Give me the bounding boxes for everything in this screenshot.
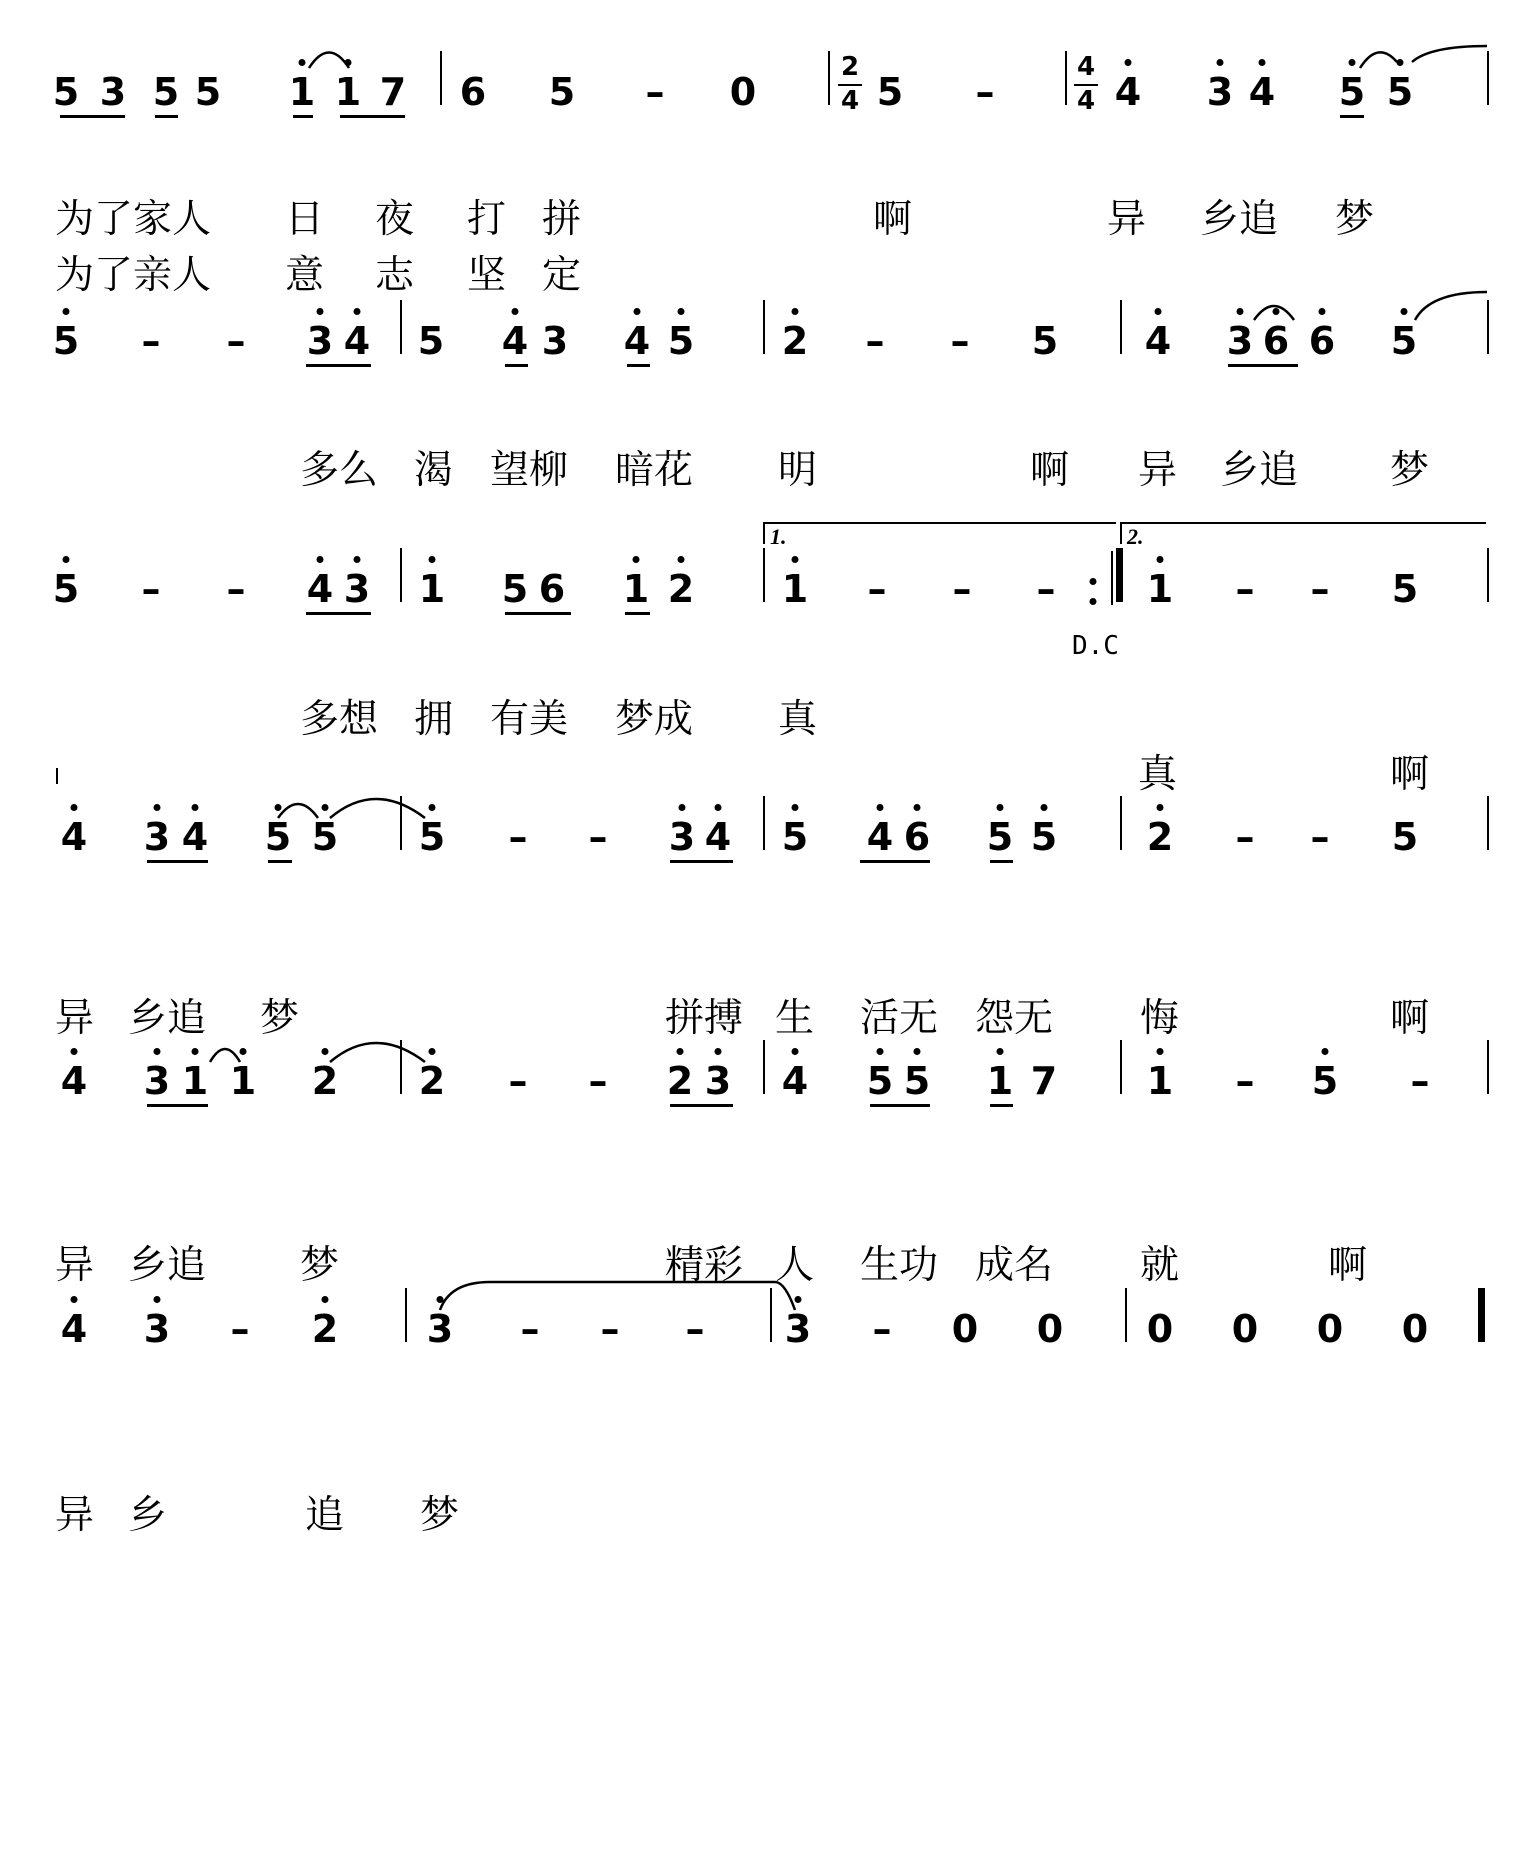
lyric-text: 望柳: [490, 448, 569, 493]
slur: [1412, 46, 1487, 62]
barline: [763, 1040, 765, 1094]
high-octave-dot: [154, 1048, 161, 1055]
high-octave-dot: [322, 1296, 329, 1303]
time-signature-bottom: 4: [1076, 86, 1096, 116]
jianpu-note: –: [141, 319, 161, 363]
jianpu-note: 2: [781, 319, 809, 363]
jianpu-note: 1: [781, 567, 809, 611]
barline: [400, 300, 402, 354]
jianpu-note: 5: [1386, 70, 1414, 114]
jianpu-note: 6: [1308, 319, 1336, 363]
lyric-text: 生: [775, 996, 815, 1041]
jianpu-note: –: [685, 1307, 705, 1351]
high-octave-dot: [345, 59, 352, 66]
jianpu-note: 5: [866, 1059, 894, 1103]
jianpu-note: –: [1310, 815, 1330, 859]
jianpu-note: 0: [1401, 1307, 1429, 1351]
jianpu-note: 0: [1146, 1307, 1174, 1351]
high-octave-dot: [1217, 59, 1224, 66]
jianpu-note: 3: [306, 319, 334, 363]
jianpu-note: 4: [623, 319, 651, 363]
lyric-text: 打: [467, 197, 507, 242]
jianpu-note: –: [867, 567, 887, 611]
barline: [1487, 300, 1489, 354]
high-octave-dot: [1273, 308, 1280, 315]
lyric-text-verse2: 志: [375, 253, 415, 298]
volta-1-line: [763, 522, 1116, 524]
jianpu-note: –: [1310, 567, 1330, 611]
jianpu-note: 3: [426, 1307, 454, 1351]
lyric-text-verse2: 定: [542, 253, 582, 298]
high-octave-dot: [1157, 556, 1164, 563]
barline: [1487, 548, 1489, 602]
volta-1-label: 1.: [770, 524, 787, 549]
jianpu-note: 3: [99, 70, 127, 114]
lyric-text: 梦: [260, 996, 300, 1041]
lyric-text: 梦: [1390, 448, 1430, 493]
high-octave-dot: [1237, 308, 1244, 315]
jianpu-note: 1: [1146, 567, 1174, 611]
barline: [1065, 51, 1067, 105]
slur: [1360, 52, 1397, 68]
jianpu-note: 5: [1030, 815, 1058, 859]
lyric-text-verse2: 啊: [1390, 752, 1430, 797]
lyric-text: 成名: [975, 1243, 1054, 1288]
high-octave-dot: [429, 556, 436, 563]
high-octave-dot: [154, 1296, 161, 1303]
duration-underline: [990, 860, 1013, 863]
jianpu-note: 1: [1146, 1059, 1174, 1103]
jianpu-note: 4: [181, 815, 209, 859]
lyric-text: 异: [1107, 197, 1147, 242]
jianpu-note: –: [1036, 567, 1056, 611]
high-octave-dot: [792, 308, 799, 315]
tick-mark: [56, 768, 58, 784]
jianpu-note: 4: [60, 815, 88, 859]
duration-underline: [670, 1104, 733, 1107]
repeat-barline-thin: [1111, 551, 1113, 605]
volta-2-hook: [1120, 522, 1122, 544]
barline: [763, 548, 765, 602]
slur: [330, 799, 425, 818]
high-octave-dot: [877, 1048, 884, 1055]
jianpu-note: 4: [1114, 70, 1142, 114]
jianpu-note: –: [141, 567, 161, 611]
lyric-text: 多想: [300, 697, 379, 742]
lyric-text: 夜: [375, 197, 415, 242]
jianpu-note: –: [952, 567, 972, 611]
jianpu-note: 1: [181, 1059, 209, 1103]
jianpu-note: –: [508, 1059, 528, 1103]
duration-underline: [155, 115, 178, 118]
high-octave-dot: [715, 804, 722, 811]
jianpu-note: 1: [229, 1059, 257, 1103]
jianpu-note: 4: [60, 1059, 88, 1103]
duration-underline: [870, 1104, 930, 1107]
jianpu-note: 6: [903, 815, 931, 859]
lyric-text: 怨无: [975, 996, 1054, 1041]
barline: [400, 548, 402, 602]
lyric-text-verse2: 坚: [467, 253, 507, 298]
jianpu-note: 4: [306, 567, 334, 611]
jianpu-note: 5: [311, 815, 339, 859]
duration-underline: [670, 860, 733, 863]
high-octave-dot: [914, 1048, 921, 1055]
high-octave-dot: [677, 1048, 684, 1055]
lyric-text: 异: [55, 1243, 95, 1288]
high-octave-dot: [1155, 308, 1162, 315]
lyric-text: 梦成: [615, 697, 694, 742]
jianpu-note: –: [975, 70, 995, 114]
jianpu-note: 0: [1316, 1307, 1344, 1351]
high-octave-dot: [1157, 804, 1164, 811]
volta-2-label: 2.: [1127, 524, 1144, 549]
jianpu-note: –: [600, 1307, 620, 1351]
jianpu-note: –: [508, 815, 528, 859]
slur: [1415, 292, 1487, 320]
duration-underline: [505, 364, 528, 367]
high-octave-dot: [633, 556, 640, 563]
lyric-text: 真: [778, 697, 818, 742]
jianpu-note: 2: [311, 1059, 339, 1103]
lyric-text: 日: [285, 197, 325, 242]
lyric-text: 精彩: [665, 1243, 744, 1288]
jianpu-note: 4: [781, 1059, 809, 1103]
lyric-text: 拥: [414, 697, 454, 742]
jianpu-note: 5: [194, 70, 222, 114]
duration-underline: [990, 1104, 1013, 1107]
jianpu-note: –: [520, 1307, 540, 1351]
jianpu-note: –: [1235, 1059, 1255, 1103]
jianpu-note: 3: [143, 1059, 171, 1103]
jianpu-note: 5: [52, 70, 80, 114]
lyric-text: 活无: [860, 996, 939, 1041]
high-octave-dot: [1401, 308, 1408, 315]
high-octave-dot: [678, 308, 685, 315]
jianpu-note: –: [872, 1307, 892, 1351]
jianpu-note: –: [645, 70, 665, 114]
high-octave-dot: [354, 556, 361, 563]
high-octave-dot: [792, 556, 799, 563]
jianpu-note: 5: [1391, 815, 1419, 859]
high-octave-dot: [154, 804, 161, 811]
lyric-text: 梦: [420, 1493, 460, 1538]
duration-underline: [60, 115, 125, 118]
high-octave-dot: [71, 804, 78, 811]
high-octave-dot: [997, 804, 1004, 811]
lyric-text: 暗花: [615, 448, 694, 493]
jianpu-note: –: [588, 1059, 608, 1103]
jianpu-note: 5: [52, 319, 80, 363]
jianpu-note: 3: [143, 815, 171, 859]
high-octave-dot: [71, 1296, 78, 1303]
jianpu-note: 4: [1248, 70, 1276, 114]
high-octave-dot: [1322, 1048, 1329, 1055]
lyric-text: 梦: [1335, 197, 1375, 242]
lyric-text: 就: [1140, 1243, 1180, 1288]
jianpu-note: 3: [1226, 319, 1254, 363]
lyric-text: 啊: [1390, 996, 1430, 1041]
jianpu-note: –: [226, 567, 246, 611]
barline: [1120, 1040, 1122, 1094]
barline: [763, 796, 765, 850]
high-octave-dot: [317, 308, 324, 315]
high-octave-dot: [679, 804, 686, 811]
lyric-text: 有美: [490, 697, 569, 742]
volta-1-hook: [763, 522, 765, 544]
jianpu-note: 4: [866, 815, 894, 859]
lyric-text: 生功: [860, 1243, 939, 1288]
jianpu-note: 5: [548, 70, 576, 114]
lyric-text: 乡: [128, 1493, 168, 1538]
lyric-text: 异: [55, 996, 95, 1041]
jianpu-note: 1: [334, 70, 362, 114]
high-octave-dot: [317, 556, 324, 563]
lyric-text: 异: [1138, 448, 1178, 493]
high-octave-dot: [63, 556, 70, 563]
high-octave-dot: [1259, 59, 1266, 66]
barline: [1487, 1040, 1489, 1094]
dc-marking: D.C: [1072, 631, 1119, 661]
jianpu-note: 5: [876, 70, 904, 114]
jianpu-note: 3: [704, 1059, 732, 1103]
jianpu-note: 3: [143, 1307, 171, 1351]
duration-underline: [625, 612, 650, 615]
jianpu-note: 3: [541, 319, 569, 363]
jianpu-note: 5: [903, 1059, 931, 1103]
high-octave-dot: [240, 1048, 247, 1055]
jianpu-note: –: [1410, 1059, 1430, 1103]
duration-underline: [306, 612, 371, 615]
jianpu-note: 0: [951, 1307, 979, 1351]
lyric-text-verse2: 真: [1138, 752, 1178, 797]
high-octave-dot: [192, 804, 199, 811]
high-octave-dot: [1349, 59, 1356, 66]
barline: [763, 300, 765, 354]
jianpu-note: 4: [343, 319, 371, 363]
jianpu-note: –: [1235, 815, 1255, 859]
jianpu-note: 3: [668, 815, 696, 859]
high-octave-dot: [997, 1048, 1004, 1055]
jianpu-note: 5: [417, 319, 445, 363]
high-octave-dot: [877, 804, 884, 811]
jianpu-note: 5: [1391, 567, 1419, 611]
lyric-text: 拼搏: [665, 996, 744, 1041]
high-octave-dot: [322, 804, 329, 811]
high-octave-dot: [299, 59, 306, 66]
jianpu-note: 4: [60, 1307, 88, 1351]
barline: [1487, 51, 1489, 105]
high-octave-dot: [354, 308, 361, 315]
jianpu-note: 3: [784, 1307, 812, 1351]
jianpu-note: 6: [538, 567, 566, 611]
lyric-text: 乡追: [128, 996, 207, 1041]
jianpu-note: 1: [418, 567, 446, 611]
duration-underline: [340, 115, 405, 118]
jianpu-note: 5: [986, 815, 1014, 859]
lyric-text: 乡追: [128, 1243, 207, 1288]
jianpu-note: 5: [1338, 70, 1366, 114]
high-octave-dot: [322, 1048, 329, 1055]
lyric-text: 啊: [873, 197, 913, 242]
jianpu-note: 5: [418, 815, 446, 859]
lyric-text: 多么: [300, 448, 379, 493]
duration-underline: [147, 860, 208, 863]
jianpu-note: 3: [1206, 70, 1234, 114]
jianpu-note: 5: [781, 815, 809, 859]
lyric-text: 追: [305, 1493, 345, 1538]
high-octave-dot: [1125, 59, 1132, 66]
time-signature-bottom: 4: [840, 86, 860, 116]
high-octave-dot: [429, 804, 436, 811]
jianpu-note: 5: [1031, 319, 1059, 363]
high-octave-dot: [1157, 1048, 1164, 1055]
repeat-dot: [1090, 578, 1097, 585]
jianpu-note: 5: [1311, 1059, 1339, 1103]
duration-underline: [505, 612, 571, 615]
jianpu-note: 1: [288, 70, 316, 114]
barline: [440, 51, 442, 105]
jianpu-note: 2: [311, 1307, 339, 1351]
high-octave-dot: [429, 1048, 436, 1055]
jianpu-note: 5: [264, 815, 292, 859]
jianpu-note: –: [226, 319, 246, 363]
lyric-text-verse2: 为了亲人: [55, 253, 212, 298]
duration-underline: [268, 860, 292, 863]
duration-underline: [1340, 115, 1364, 118]
jianpu-note: 0: [729, 70, 757, 114]
jianpu-note: 6: [1262, 319, 1290, 363]
lyric-text: 拼: [542, 197, 582, 242]
lyric-text: 啊: [1030, 448, 1070, 493]
jianpu-note: 4: [704, 815, 732, 859]
lyric-text: 为了家人: [55, 197, 212, 242]
jianpu-note: 5: [1390, 319, 1418, 363]
jianpu-note: 4: [1144, 319, 1172, 363]
repeat-dot: [1090, 598, 1097, 605]
final-barline: [1116, 548, 1123, 602]
jianpu-note: 5: [52, 567, 80, 611]
jianpu-note: 5: [667, 319, 695, 363]
high-octave-dot: [795, 1296, 802, 1303]
lyric-text: 啊: [1328, 1243, 1368, 1288]
barline: [400, 1040, 402, 1094]
high-octave-dot: [678, 556, 685, 563]
lyric-text: 明: [778, 448, 818, 493]
barline: [1487, 796, 1489, 850]
jianpu-note: 3: [343, 567, 371, 611]
high-octave-dot: [63, 308, 70, 315]
high-octave-dot: [634, 308, 641, 315]
high-octave-dot: [71, 1048, 78, 1055]
duration-underline: [306, 364, 371, 367]
high-octave-dot: [275, 804, 282, 811]
volta-2-line: [1120, 522, 1486, 524]
high-octave-dot: [1041, 804, 1048, 811]
barline: [770, 1288, 772, 1342]
jianpu-note: –: [950, 319, 970, 363]
barline: [828, 51, 830, 105]
lyric-text: 乡追: [1220, 448, 1299, 493]
jianpu-note: 1: [986, 1059, 1014, 1103]
lyric-text: 悔: [1140, 996, 1180, 1041]
jianpu-note: 0: [1231, 1307, 1259, 1351]
jianpu-note: 2: [667, 567, 695, 611]
high-octave-dot: [792, 804, 799, 811]
high-octave-dot: [914, 804, 921, 811]
jianpu-note: –: [230, 1307, 250, 1351]
duration-underline: [860, 860, 930, 863]
duration-underline: [147, 1104, 208, 1107]
jianpu-note: 0: [1036, 1307, 1064, 1351]
time-signature-top: 4: [1076, 52, 1096, 82]
high-octave-dot: [792, 1048, 799, 1055]
slur: [309, 53, 349, 69]
duration-underline: [293, 115, 313, 118]
high-octave-dot: [192, 1048, 199, 1055]
jianpu-note: 5: [152, 70, 180, 114]
jianpu-note: –: [1235, 567, 1255, 611]
lyric-text: 人: [775, 1243, 815, 1288]
jianpu-note: –: [588, 815, 608, 859]
barline: [1120, 796, 1122, 850]
lyric-text: 渴: [414, 448, 454, 493]
jianpu-note: –: [865, 319, 885, 363]
jianpu-note: 2: [666, 1059, 694, 1103]
duration-underline: [1228, 364, 1298, 367]
high-octave-dot: [437, 1296, 444, 1303]
barline: [1120, 300, 1122, 354]
duration-underline: [627, 364, 650, 367]
high-octave-dot: [1397, 59, 1404, 66]
jianpu-note: 6: [459, 70, 487, 114]
high-octave-dot: [1319, 308, 1326, 315]
jianpu-note: 7: [1030, 1059, 1058, 1103]
lyric-text: 乡追: [1200, 197, 1279, 242]
high-octave-dot: [512, 308, 519, 315]
jianpu-note: 1: [622, 567, 650, 611]
slur: [330, 1043, 425, 1062]
lyric-text: 异: [55, 1493, 95, 1538]
barline: [400, 796, 402, 850]
lyric-text: 梦: [300, 1243, 340, 1288]
jianpu-note: 2: [1146, 815, 1174, 859]
jianpu-note: 5: [501, 567, 529, 611]
final-barline: [1478, 1288, 1485, 1342]
high-octave-dot: [715, 1048, 722, 1055]
time-signature-top: 2: [840, 52, 860, 82]
barline: [405, 1288, 407, 1342]
jianpu-note: 7: [379, 70, 407, 114]
lyric-text-verse2: 意: [285, 253, 325, 298]
jianpu-note: 4: [501, 319, 529, 363]
barline: [1125, 1288, 1127, 1342]
jianpu-note: 2: [418, 1059, 446, 1103]
